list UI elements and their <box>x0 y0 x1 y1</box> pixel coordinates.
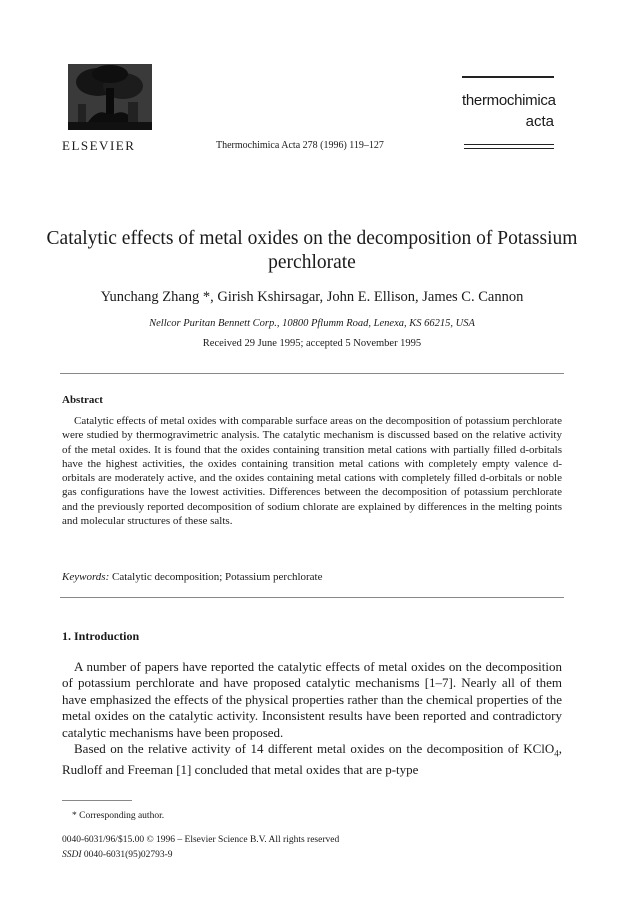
keywords-text: Catalytic decomposition; Potassium perchlorate <box>112 571 323 583</box>
footnote-rule <box>62 800 132 801</box>
article-authors: Yunchang Zhang *, Girish Kshirsagar, John E. Ellison, James C. Cannon <box>100 289 524 305</box>
section-divider <box>60 373 564 374</box>
received-dates: Received 29 June 1995; accepted 5 November 1995 <box>202 338 422 349</box>
section-heading: 1. Introduction <box>62 629 140 643</box>
publisher-name: ELSEVIER <box>62 138 136 153</box>
journal-reference: Thermochimica Acta 278 (1996) 119–127 <box>216 140 384 151</box>
abstract-text: Catalytic effects of metal oxides with comparable surface areas on the decomposition of potassium perchlorate were studied by thermogravimetric analysis. The catalytic mechanism is discussed based on the relative activity of the metal oxides. It is found that the oxides containing transition metal cations with partially filled d-orbitals have the highest activities, the oxides containing transition metal cations with completely empty valence d-orbitals are moderately active, and the oxides containing metal cations with completely filled d-orbitals or noble gas configurations have the lowest activities. Differences between the decomposition of potassium perchlorate and the previously reported decomposition of sodium chlorate are explained by differences in the melting points and molecular structures of these salts. <box>62 415 562 528</box>
journal-logo-bottom-rule <box>464 144 554 145</box>
journal-logo-top-rule <box>462 76 554 78</box>
intro-paragraph: A number of papers have reported the catalytic effects of metal oxides on the decomposition of potassium perchlorate and have proposed catalytic mechanisms [1–7]. Nearly all of them have emphasized the effects of the physical properties rather than the chemical properties of the metal oxides on the catalytic activity. Inconsistent results have been reported and contradictory catalytic mechanisms have been proposed. <box>62 659 562 740</box>
elsevier-tree-logo <box>68 64 152 130</box>
footnote: * Corresponding author. <box>72 811 165 821</box>
ssdi-line: SSDI 0040-6031(95)02793-9 <box>62 850 173 860</box>
section-divider <box>60 597 564 598</box>
introduction-body <box>62 659 562 778</box>
journal-name-line1: thermochimica <box>462 92 556 109</box>
journal-name-line2: acta <box>525 113 554 130</box>
author-affiliation: Nellcor Puritan Bennett Corp., 10800 Pflumm Road, Lenexa, KS 66215, USA <box>149 318 475 329</box>
keywords-line <box>62 571 323 583</box>
intro-paragraph: Based on the relative activity of 14 different metal oxides on the decomposition of KClO$_4$, Rudloff and Freeman [1] concluded that metal oxides that are p-type <box>62 741 562 778</box>
article-title: Catalytic effects of metal oxides on the decomposition of Potassium perchlorate <box>46 228 578 273</box>
abstract-heading: Abstract <box>62 394 103 406</box>
journal-logo-bottom-rule <box>464 148 554 149</box>
keywords-label: Keywords: <box>62 571 110 583</box>
copyright-line: 0040-6031/96/$15.00 © 1996 – Elsevier Science B.V. All rights reserved <box>62 835 340 845</box>
